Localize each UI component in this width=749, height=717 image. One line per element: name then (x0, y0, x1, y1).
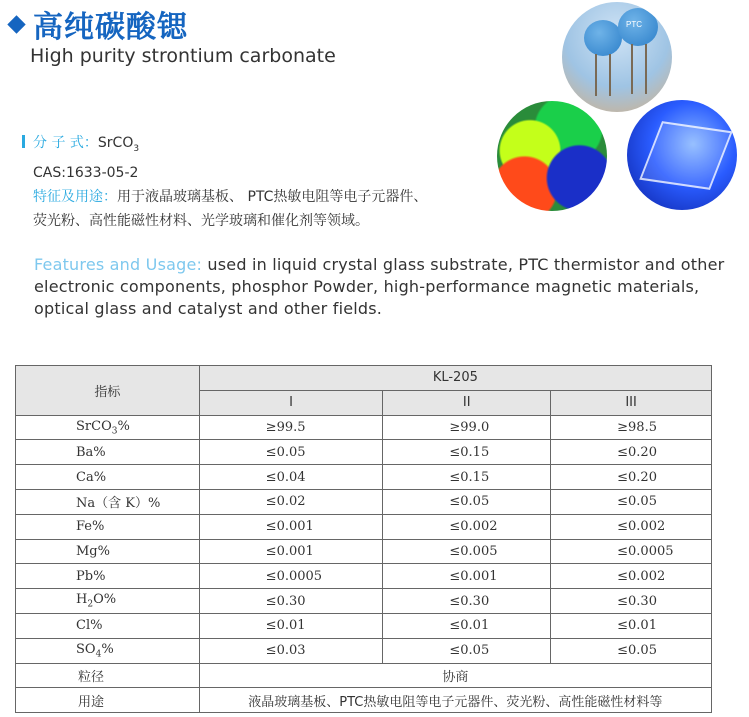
row-value: ≤0.05 (199, 440, 383, 465)
particle-label: 粒径 (16, 663, 200, 688)
lead-1 (595, 54, 597, 96)
row-name-text: Mg% (76, 543, 110, 559)
formula-label: 分 子 式： (33, 135, 98, 151)
row-value: ≤0.001 (383, 564, 551, 589)
row-value: ≤0.20 (551, 465, 712, 490)
table-row (16, 564, 712, 589)
table-row (16, 465, 712, 490)
ptc-thermistor-image (562, 2, 672, 112)
row-value: ≤0.01 (551, 613, 712, 638)
row-name (16, 613, 200, 638)
title-row (4, 2, 188, 46)
row-value: ≤0.0005 (551, 539, 712, 564)
row-value: ≤0.15 (383, 465, 551, 490)
row-name (16, 589, 200, 614)
table-row (16, 613, 712, 638)
diamond-icon (7, 15, 25, 33)
table-row (16, 440, 712, 465)
row-value: ≤0.30 (551, 589, 712, 614)
features-label: Features and Usage: (34, 255, 203, 274)
features-text: used in liquid crystal glass substrate, PTC thermistor and other electronic components, phosphor Powder, high-performance magnetic materials, optical glass and catalyst and other fields. (34, 255, 725, 318)
usage-text-2: 荧光粉、高性能磁性材料、光学玻璃和催化剂等领域。 (33, 212, 369, 229)
usage-label: 特征及用途： (33, 188, 117, 205)
table-row (16, 589, 712, 614)
grade-header: III (551, 390, 712, 415)
row-value: ≤0.05 (383, 638, 551, 663)
row-name-suffix: % (101, 641, 114, 657)
cas-line: CAS:1633-05-2 (33, 164, 139, 181)
row-name-sub: 4 (95, 649, 102, 660)
model-header: KL-205 (199, 366, 711, 391)
row-name (16, 539, 200, 564)
index-header: 指标 (16, 366, 200, 416)
row-name-text: Cl% (76, 618, 103, 634)
row-value: ≤0.02 (199, 489, 383, 514)
lead-3 (631, 44, 633, 94)
page-title: 高纯碳酸锶 (33, 10, 188, 45)
particle-value: 协商 (199, 663, 711, 688)
usage-row (16, 688, 712, 713)
row-value: ≤0.20 (551, 440, 712, 465)
row-name-text: Ba% (76, 444, 106, 460)
accent-bar-icon (22, 135, 25, 148)
row-value: ≤0.005 (383, 539, 551, 564)
formula-sub: 3 (133, 143, 140, 154)
table-row (16, 638, 712, 663)
row-value: ≤0.15 (383, 440, 551, 465)
usage-line (22, 185, 427, 209)
features-paragraph (34, 254, 749, 320)
row-value: ≤0.05 (551, 489, 712, 514)
row-name-suffix: O% (93, 592, 117, 608)
row-name-text: Pb% (76, 568, 106, 584)
row-name (16, 415, 200, 440)
glass-plate (639, 121, 732, 190)
row-name (16, 465, 200, 490)
row-value: ≤0.05 (383, 489, 551, 514)
row-name (16, 440, 200, 465)
row-name-text: Ca% (76, 469, 107, 485)
row-value: ≤0.30 (199, 589, 383, 614)
phosphor-powder-image (497, 101, 607, 211)
formula-main: SrCO (97, 135, 134, 151)
thermistor-disc-1 (584, 20, 622, 56)
row-value: ≥99.5 (199, 415, 383, 440)
row-value: ≤0.05 (551, 638, 712, 663)
formula-value (97, 135, 140, 154)
table-usage-value: 液晶玻璃基板、PTC热敏电阻等电子元器件、荧光粉、高性能磁性材料等 (199, 688, 711, 713)
row-name-sub: 2 (87, 599, 94, 610)
grade-header: II (383, 390, 551, 415)
row-name-text: Na（含 K）% (76, 496, 161, 512)
optical-glass-image (627, 100, 737, 210)
row-name-text: SrCO (76, 418, 112, 434)
usage-text-1: 用于液晶玻璃基板、 PTC热敏电阻等电子元器件、 (117, 188, 428, 205)
table-row (16, 514, 712, 539)
table-usage-label: 用途 (16, 688, 200, 713)
grade-header: I (199, 390, 383, 415)
row-value: ≤0.001 (199, 539, 383, 564)
row-value: ≤0.002 (383, 514, 551, 539)
row-value: ≤0.002 (551, 514, 712, 539)
lead-4 (645, 44, 647, 94)
spec-block (22, 131, 427, 233)
table-row (16, 539, 712, 564)
particle-row (16, 663, 712, 688)
row-name-text: Fe% (76, 519, 105, 535)
row-name (16, 638, 200, 663)
row-value: ≤0.0005 (199, 564, 383, 589)
table-row (16, 415, 712, 440)
spec-table (15, 365, 712, 713)
row-name-text: SO (76, 641, 96, 657)
ptc-label: PTC (626, 20, 642, 29)
row-value: ≥98.5 (551, 415, 712, 440)
table-row (16, 489, 712, 514)
row-value: ≥99.0 (383, 415, 551, 440)
row-name-text: H (76, 592, 88, 608)
row-value: ≤0.03 (199, 638, 383, 663)
row-name-sub: 3 (111, 426, 118, 437)
page-subtitle: High purity strontium carbonate (30, 45, 336, 67)
row-value: ≤0.04 (199, 465, 383, 490)
formula-line (22, 131, 427, 161)
thermistor-disc-2 (618, 8, 658, 46)
row-value: ≤0.30 (383, 589, 551, 614)
row-name-suffix: % (117, 418, 130, 434)
row-value: ≤0.002 (551, 564, 712, 589)
row-value: ≤0.01 (199, 613, 383, 638)
row-value: ≤0.001 (199, 514, 383, 539)
lead-2 (609, 54, 611, 96)
table-header-row (16, 366, 712, 391)
row-name (16, 489, 200, 514)
row-name (16, 564, 200, 589)
row-value: ≤0.01 (383, 613, 551, 638)
row-name (16, 514, 200, 539)
